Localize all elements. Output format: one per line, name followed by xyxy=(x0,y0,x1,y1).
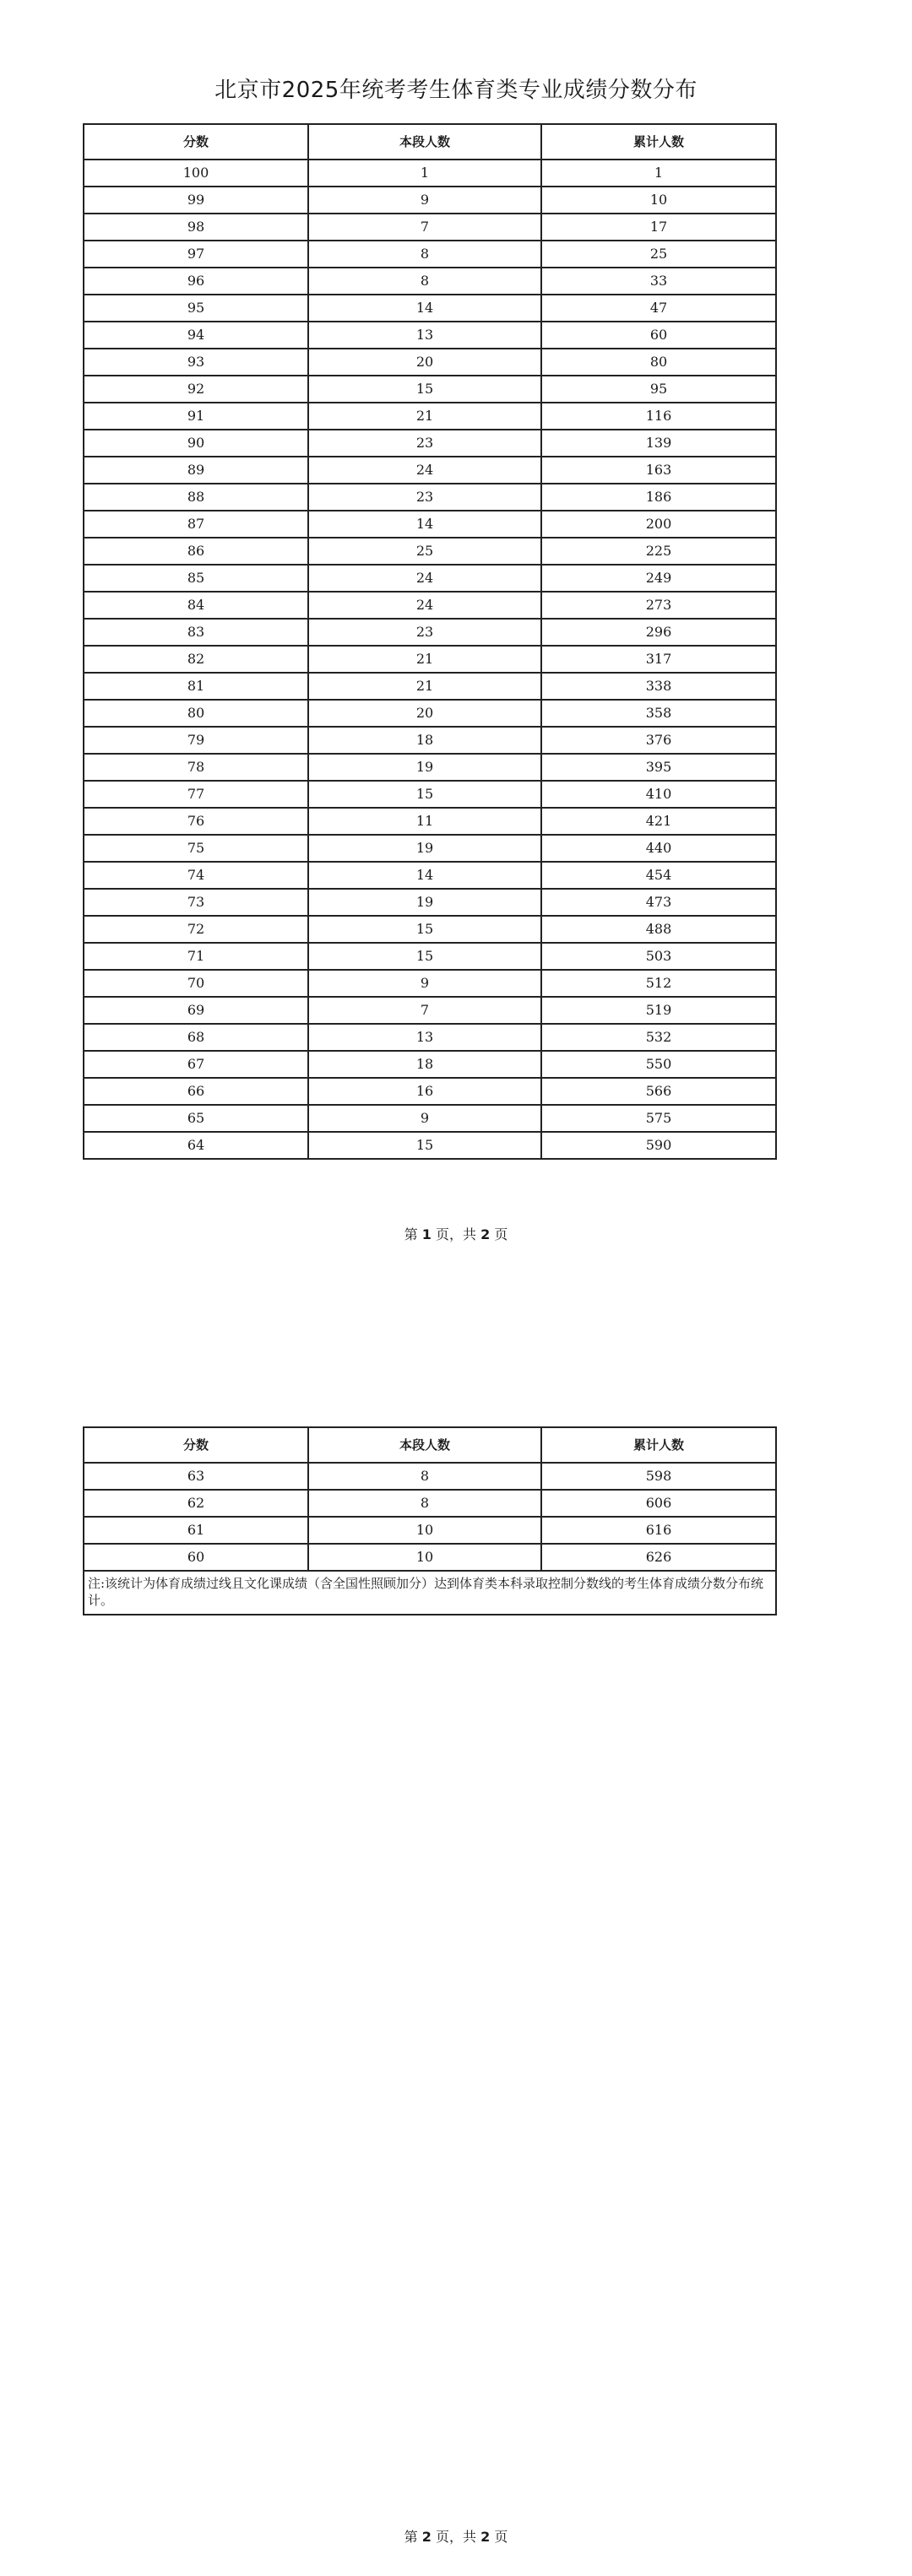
table-row xyxy=(84,781,776,808)
cell-cumulative-count: 80 xyxy=(541,349,776,376)
cell-score: 95 xyxy=(84,295,308,322)
table-row xyxy=(84,754,776,781)
header-score: 分数 xyxy=(84,1427,308,1463)
table-row xyxy=(84,1132,776,1159)
table-row xyxy=(84,1078,776,1105)
cell-segment-count: 15 xyxy=(308,376,541,403)
header-segment-count: 本段人数 xyxy=(308,1427,541,1463)
cell-score: 98 xyxy=(84,214,308,241)
cell-score: 66 xyxy=(84,1078,308,1105)
cell-score: 97 xyxy=(84,241,308,268)
footer-suffix: 页 xyxy=(490,1226,508,1242)
cell-cumulative-count: 10 xyxy=(541,187,776,214)
cell-score: 86 xyxy=(84,538,308,565)
table-row xyxy=(84,943,776,970)
cell-score: 91 xyxy=(84,403,308,430)
cell-cumulative-count: 626 xyxy=(541,1544,776,1571)
cell-score: 92 xyxy=(84,376,308,403)
cell-segment-count: 24 xyxy=(308,592,541,619)
header-segment-count: 本段人数 xyxy=(308,124,541,160)
cell-cumulative-count: 488 xyxy=(541,916,776,943)
cell-segment-count: 15 xyxy=(308,943,541,970)
table-row xyxy=(84,700,776,727)
footer-prefix: 第 xyxy=(404,2529,422,2545)
page-footer-2 xyxy=(0,2526,912,2546)
cell-score: 84 xyxy=(84,592,308,619)
header-score: 分数 xyxy=(84,124,308,160)
table-row xyxy=(84,592,776,619)
table-header-row xyxy=(84,1427,776,1463)
cell-cumulative-count: 296 xyxy=(541,619,776,646)
cell-cumulative-count: 47 xyxy=(541,295,776,322)
cell-cumulative-count: 200 xyxy=(541,511,776,538)
table-row xyxy=(84,241,776,268)
table-row xyxy=(84,997,776,1024)
cell-cumulative-count: 225 xyxy=(541,538,776,565)
footer-prefix: 第 xyxy=(404,1226,422,1242)
header-cumulative-count: 累计人数 xyxy=(541,124,776,160)
cell-score: 85 xyxy=(84,565,308,592)
cell-segment-count: 14 xyxy=(308,511,541,538)
cell-cumulative-count: 519 xyxy=(541,997,776,1024)
cell-cumulative-count: 532 xyxy=(541,1024,776,1051)
table-row xyxy=(84,538,776,565)
cell-score: 63 xyxy=(84,1463,308,1490)
cell-score: 74 xyxy=(84,862,308,889)
table-row xyxy=(84,1544,776,1571)
cell-score: 65 xyxy=(84,1105,308,1132)
cell-cumulative-count: 249 xyxy=(541,565,776,592)
table-body-page-2 xyxy=(84,1463,776,1571)
cell-segment-count: 18 xyxy=(308,727,541,754)
cell-cumulative-count: 186 xyxy=(541,484,776,511)
cell-score: 61 xyxy=(84,1517,308,1544)
cell-score: 68 xyxy=(84,1024,308,1051)
cell-score: 100 xyxy=(84,160,308,187)
table-body-page-1 xyxy=(84,160,776,1159)
cell-score: 76 xyxy=(84,808,308,835)
cell-segment-count: 23 xyxy=(308,619,541,646)
table-row xyxy=(84,808,776,835)
cell-segment-count: 19 xyxy=(308,889,541,916)
table-row xyxy=(84,457,776,484)
footer-current-page: 1 xyxy=(421,1226,432,1242)
cell-segment-count: 23 xyxy=(308,430,541,457)
cell-segment-count: 20 xyxy=(308,700,541,727)
table-row xyxy=(84,970,776,997)
cell-segment-count: 14 xyxy=(308,295,541,322)
table-row xyxy=(84,322,776,349)
cell-score: 77 xyxy=(84,781,308,808)
cell-segment-count: 10 xyxy=(308,1544,541,1571)
cell-cumulative-count: 503 xyxy=(541,943,776,970)
footer-suffix: 页 xyxy=(490,2529,508,2545)
table-row xyxy=(84,1463,776,1490)
cell-cumulative-count: 421 xyxy=(541,808,776,835)
table-row xyxy=(84,430,776,457)
header-cumulative-count: 累计人数 xyxy=(541,1427,776,1463)
cell-score: 82 xyxy=(84,646,308,673)
cell-score: 80 xyxy=(84,700,308,727)
cell-score: 70 xyxy=(84,970,308,997)
cell-score: 90 xyxy=(84,430,308,457)
document-title: 北京市2025年统考考生体育类专业成绩分数分布 xyxy=(214,78,698,103)
cell-segment-count: 9 xyxy=(308,187,541,214)
cell-score: 78 xyxy=(84,754,308,781)
footer-middle: 页，共 xyxy=(431,1226,481,1242)
score-table-page-1 xyxy=(83,123,777,1160)
cell-score: 93 xyxy=(84,349,308,376)
footer-current-page: 2 xyxy=(421,2529,432,2545)
table-row xyxy=(84,268,776,295)
cell-segment-count: 15 xyxy=(308,1132,541,1159)
table-row xyxy=(84,214,776,241)
table-row xyxy=(84,187,776,214)
table-row xyxy=(84,646,776,673)
table-row xyxy=(84,835,776,862)
cell-cumulative-count: 590 xyxy=(541,1132,776,1159)
cell-cumulative-count: 163 xyxy=(541,457,776,484)
cell-segment-count: 8 xyxy=(308,241,541,268)
cell-segment-count: 21 xyxy=(308,403,541,430)
cell-segment-count: 21 xyxy=(308,646,541,673)
cell-segment-count: 24 xyxy=(308,565,541,592)
cell-score: 89 xyxy=(84,457,308,484)
cell-segment-count: 19 xyxy=(308,754,541,781)
cell-score: 69 xyxy=(84,997,308,1024)
cell-score: 73 xyxy=(84,889,308,916)
footer-middle: 页，共 xyxy=(431,2529,481,2545)
cell-cumulative-count: 550 xyxy=(541,1051,776,1078)
cell-cumulative-count: 566 xyxy=(541,1078,776,1105)
cell-segment-count: 8 xyxy=(308,1463,541,1490)
cell-segment-count: 7 xyxy=(308,997,541,1024)
cell-score: 88 xyxy=(84,484,308,511)
table-row xyxy=(84,727,776,754)
cell-segment-count: 8 xyxy=(308,268,541,295)
cell-cumulative-count: 598 xyxy=(541,1463,776,1490)
cell-segment-count: 15 xyxy=(308,781,541,808)
table-row xyxy=(84,916,776,943)
cell-cumulative-count: 317 xyxy=(541,646,776,673)
cell-cumulative-count: 33 xyxy=(541,268,776,295)
cell-cumulative-count: 1 xyxy=(541,160,776,187)
cell-cumulative-count: 410 xyxy=(541,781,776,808)
table-row xyxy=(84,403,776,430)
footer-total-pages: 2 xyxy=(480,1226,491,1242)
cell-score: 62 xyxy=(84,1490,308,1517)
cell-segment-count: 13 xyxy=(308,322,541,349)
cell-score: 87 xyxy=(84,511,308,538)
cell-score: 64 xyxy=(84,1132,308,1159)
table-row xyxy=(84,889,776,916)
table-row xyxy=(84,565,776,592)
table-header-row xyxy=(84,124,776,160)
cell-segment-count: 19 xyxy=(308,835,541,862)
cell-segment-count: 14 xyxy=(308,862,541,889)
cell-cumulative-count: 60 xyxy=(541,322,776,349)
cell-segment-count: 10 xyxy=(308,1517,541,1544)
page-footer-1 xyxy=(0,1224,912,1243)
table-row xyxy=(84,295,776,322)
cell-segment-count: 18 xyxy=(308,1051,541,1078)
cell-segment-count: 16 xyxy=(308,1078,541,1105)
table-row xyxy=(84,1490,776,1517)
cell-score: 83 xyxy=(84,619,308,646)
cell-segment-count: 15 xyxy=(308,916,541,943)
cell-cumulative-count: 139 xyxy=(541,430,776,457)
cell-segment-count: 11 xyxy=(308,808,541,835)
table-row xyxy=(84,511,776,538)
table-row xyxy=(84,862,776,889)
table-row xyxy=(84,673,776,700)
cell-segment-count: 23 xyxy=(308,484,541,511)
table-row xyxy=(84,160,776,187)
cell-segment-count: 1 xyxy=(308,160,541,187)
cell-segment-count: 24 xyxy=(308,457,541,484)
cell-score: 67 xyxy=(84,1051,308,1078)
cell-cumulative-count: 358 xyxy=(541,700,776,727)
table-row xyxy=(84,376,776,403)
cell-cumulative-count: 273 xyxy=(541,592,776,619)
cell-score: 71 xyxy=(84,943,308,970)
cell-cumulative-count: 338 xyxy=(541,673,776,700)
cell-segment-count: 13 xyxy=(308,1024,541,1051)
cell-score: 94 xyxy=(84,322,308,349)
cell-score: 72 xyxy=(84,916,308,943)
footer-total-pages: 2 xyxy=(480,2529,491,2545)
table-note: 注:该统计为体育成绩过线且文化课成绩（含全国性照顾加分）达到体育类本科录取控制分数线的考生体育成绩分数分布统计。 xyxy=(84,1571,776,1615)
table-row xyxy=(84,1105,776,1132)
cell-cumulative-count: 512 xyxy=(541,970,776,997)
cell-score: 60 xyxy=(84,1544,308,1571)
cell-score: 79 xyxy=(84,727,308,754)
cell-cumulative-count: 473 xyxy=(541,889,776,916)
table-row xyxy=(84,1024,776,1051)
cell-segment-count: 9 xyxy=(308,1105,541,1132)
table-row xyxy=(84,1517,776,1544)
cell-cumulative-count: 440 xyxy=(541,835,776,862)
cell-cumulative-count: 95 xyxy=(541,376,776,403)
cell-cumulative-count: 606 xyxy=(541,1490,776,1517)
cell-score: 99 xyxy=(84,187,308,214)
cell-cumulative-count: 17 xyxy=(541,214,776,241)
score-table-page-2 xyxy=(83,1426,777,1615)
cell-segment-count: 9 xyxy=(308,970,541,997)
cell-cumulative-count: 116 xyxy=(541,403,776,430)
cell-cumulative-count: 395 xyxy=(541,754,776,781)
table-row xyxy=(84,1051,776,1078)
cell-segment-count: 25 xyxy=(308,538,541,565)
cell-cumulative-count: 25 xyxy=(541,241,776,268)
cell-cumulative-count: 575 xyxy=(541,1105,776,1132)
cell-cumulative-count: 616 xyxy=(541,1517,776,1544)
cell-segment-count: 20 xyxy=(308,349,541,376)
cell-cumulative-count: 376 xyxy=(541,727,776,754)
cell-segment-count: 8 xyxy=(308,1490,541,1517)
table-row xyxy=(84,349,776,376)
table-row xyxy=(84,619,776,646)
cell-score: 96 xyxy=(84,268,308,295)
cell-score: 75 xyxy=(84,835,308,862)
cell-score: 81 xyxy=(84,673,308,700)
table-note-row xyxy=(84,1571,776,1615)
table-row xyxy=(84,484,776,511)
cell-segment-count: 7 xyxy=(308,214,541,241)
cell-segment-count: 21 xyxy=(308,673,541,700)
cell-cumulative-count: 454 xyxy=(541,862,776,889)
